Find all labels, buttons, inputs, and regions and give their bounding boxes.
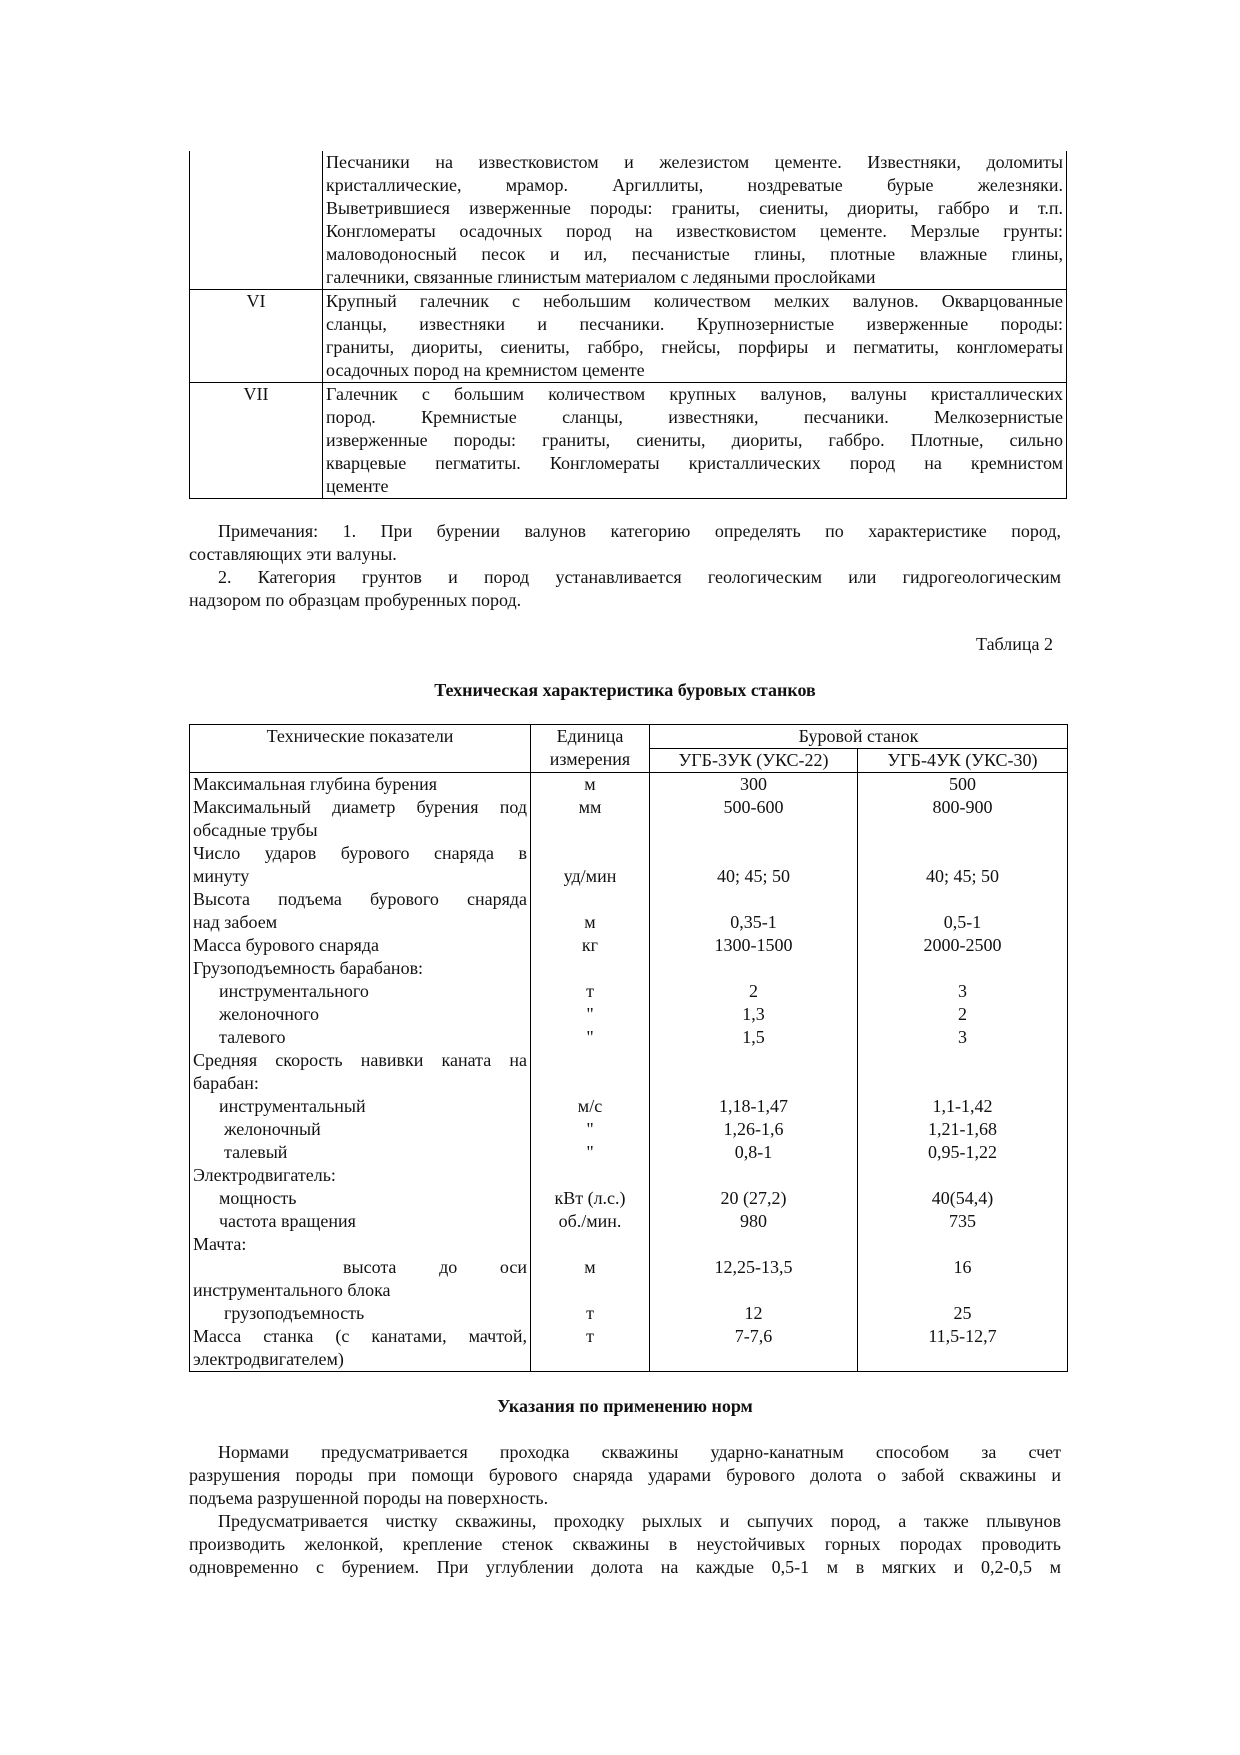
- spec-value: 2000-2500: [923, 935, 1002, 955]
- description-line: кварцевые пегматиты. Конгломераты кристаллических пород на кремнистом: [326, 453, 1063, 473]
- value-cell: [858, 934, 1068, 957]
- spec-value: 3: [958, 1027, 967, 1047]
- paragraph-line: Нормами предусматривается проходка скважины ударно-канатным способом за счет: [218, 1442, 1061, 1462]
- unit-cell: [531, 796, 650, 842]
- paragraph-line: одновременно с бурением. При углублении долота на каждые 0,5-1 м в мягких и 0,2-0,5 м: [189, 1557, 1061, 1577]
- indicator-line: обсадные трубы: [193, 820, 318, 840]
- spec-value: 0,5-1: [943, 912, 982, 932]
- indicator-cell: [190, 1003, 531, 1026]
- spec-value: 300: [740, 774, 767, 794]
- indicator-line: барабан:: [193, 1073, 259, 1093]
- value-cell: [650, 1049, 858, 1095]
- unit-value: м: [584, 1257, 596, 1277]
- value-cell: [650, 1302, 858, 1325]
- indicator-cell: [190, 980, 531, 1003]
- indicator-line: инструментального: [219, 981, 369, 1001]
- unit-value: об./мин.: [558, 1211, 622, 1231]
- table-row: [190, 1141, 1068, 1164]
- table-row: [190, 1256, 1068, 1302]
- header-machine: Буровой станок: [650, 725, 1068, 749]
- unit-value: т: [586, 1326, 594, 1346]
- section-body: [189, 1441, 1061, 1579]
- value-cell: [650, 1187, 858, 1210]
- indicator-line: Число ударов бурового снаряда в: [193, 843, 527, 863]
- description-line: пород. Кремнистые сланцы, известняки, песчаники. Мелкозернистые: [326, 407, 1063, 427]
- value-cell: [650, 1118, 858, 1141]
- indicator-cell: [190, 1187, 531, 1210]
- description-cell: [323, 151, 1067, 290]
- description-line: галечники, связанные глинистым материалом с ледяными прослойками: [326, 267, 876, 287]
- unit-value: ": [586, 1004, 594, 1024]
- unit-value: м: [584, 774, 596, 794]
- unit-cell: [531, 980, 650, 1003]
- indicator-line: частота вращения: [219, 1211, 356, 1231]
- description-line: кристаллические, мрамор. Аргиллиты, ноздреватые бурые железняки.: [326, 175, 1063, 195]
- header-indicators: Технические показатели: [190, 725, 531, 773]
- category-cell: [190, 290, 323, 383]
- paragraph-line: подъема разрушенной породы на поверхность.: [189, 1488, 549, 1508]
- unit-cell: [531, 842, 650, 888]
- indicator-cell: [190, 1325, 531, 1372]
- value-cell: [858, 1164, 1068, 1187]
- unit-value: кВт (л.с.): [554, 1188, 626, 1208]
- spec-value: 40; 45; 50: [925, 866, 999, 886]
- value-cell: [650, 842, 858, 888]
- spec-value: 25: [953, 1303, 972, 1323]
- indicator-cell: [190, 888, 531, 934]
- value-cell: [650, 1026, 858, 1049]
- description-text: [326, 151, 1063, 289]
- indicator-line: Средняя скорость навивки каната на: [193, 1050, 527, 1070]
- table-row: [190, 1210, 1068, 1233]
- indicator-line: инструментальный: [219, 1096, 366, 1116]
- indicator-line: грузоподъемность: [224, 1303, 365, 1323]
- value-cell: [858, 773, 1068, 797]
- spec-value: 16: [953, 1257, 972, 1277]
- table-title: Техническая характеристика буровых станков: [434, 680, 816, 700]
- unit-value: кг: [581, 935, 599, 955]
- value-cell: [650, 1210, 858, 1233]
- rock-category-table: [189, 151, 1067, 499]
- value-cell: [650, 980, 858, 1003]
- table-row: [190, 151, 1067, 290]
- unit-cell: [531, 1141, 650, 1164]
- indicator-cell: [190, 796, 531, 842]
- unit-cell: [531, 1325, 650, 1372]
- description-text: [326, 290, 1063, 382]
- indicator-cell: [190, 1210, 531, 1233]
- table-row: [190, 934, 1068, 957]
- value-cell: [858, 1118, 1068, 1141]
- unit-value: мм: [578, 797, 602, 817]
- indicator-line: мощность: [219, 1188, 297, 1208]
- table-row: [190, 957, 1068, 980]
- spec-value: 12: [744, 1303, 763, 1323]
- value-cell: [650, 1325, 858, 1372]
- value-cell: [650, 1256, 858, 1302]
- spec-value: 735: [949, 1211, 976, 1231]
- indicator-cell: [190, 1233, 531, 1256]
- spec-value: 800-900: [932, 797, 993, 817]
- paragraph-1: [189, 1441, 1061, 1510]
- indicator-cell: [190, 1049, 531, 1095]
- description-line: Песчаники на известковистом и железистом цементе. Известняки, доломиты: [326, 152, 1063, 172]
- description-line: Крупный галечник с небольшим количеством мелких валунов. Окварцованные: [326, 291, 1063, 311]
- spec-value: 3: [958, 981, 967, 1001]
- indicator-line: желоночного: [219, 1004, 319, 1024]
- indicator-line: над забоем: [193, 912, 278, 932]
- paragraph-line: разрушения породы при помощи бурового снаряда ударами бурового долота о забой скважины и: [189, 1465, 1061, 1485]
- unit-value: т: [586, 1303, 594, 1323]
- indicator-cell: [190, 842, 531, 888]
- value-cell: [650, 773, 858, 797]
- spec-value: 11,5-12,7: [928, 1326, 997, 1346]
- spec-value: 40(54,4): [931, 1188, 994, 1208]
- value-cell: [858, 1141, 1068, 1164]
- value-cell: [650, 1141, 858, 1164]
- spec-value: 20 (27,2): [720, 1188, 787, 1208]
- spec-value: 40; 45; 50: [716, 866, 790, 886]
- category-label: VI: [246, 291, 266, 311]
- value-cell: [858, 842, 1068, 888]
- spec-value: 1300-1500: [714, 935, 793, 955]
- unit-cell: [531, 1210, 650, 1233]
- unit-cell: [531, 1003, 650, 1026]
- drilling-rig-specs-table: [189, 724, 1068, 1372]
- table-row: [190, 1325, 1068, 1372]
- unit-cell: [531, 1233, 650, 1256]
- unit-cell: [531, 1164, 650, 1187]
- description-line: маловодоносный песок и ил, песчанистые глины, плотные влажные глины,: [326, 244, 1063, 264]
- category-cell: [190, 151, 323, 290]
- header-unit: Единица измерения: [531, 725, 650, 773]
- value-cell: [858, 1187, 1068, 1210]
- unit-cell: [531, 1302, 650, 1325]
- category-label: [190, 151, 322, 174]
- table-row: [190, 888, 1068, 934]
- indicator-cell: [190, 957, 531, 980]
- value-cell: [858, 1302, 1068, 1325]
- spec-value: 2: [958, 1004, 967, 1024]
- description-line: сланцы, известняки и песчаники. Крупнозернистые изверженные породы:: [326, 314, 1063, 334]
- spec-value: 2: [749, 981, 758, 1001]
- value-cell: [650, 1164, 858, 1187]
- description-cell: [323, 383, 1067, 499]
- unit-cell: [531, 1187, 650, 1210]
- indicator-line: талевого: [219, 1027, 286, 1047]
- value-cell: [858, 980, 1068, 1003]
- description-line: граниты, диориты, сиениты, габбро, гнейсы, порфиры и пегматиты, конгломераты: [326, 337, 1063, 357]
- header-model-2: УГБ-4УК (УКС-30): [858, 749, 1068, 773]
- spec-value: 1,5: [742, 1027, 765, 1047]
- value-cell: [858, 957, 1068, 980]
- table-row: [190, 796, 1068, 842]
- indicator-cell: [190, 1026, 531, 1049]
- description-line: изверженные породы: граниты, сиениты, диориты, габбро. Плотные, сильно: [326, 430, 1063, 450]
- value-cell: [650, 1233, 858, 1256]
- table-row: [190, 1026, 1068, 1049]
- indicator-line: Максимальный диаметр бурения под: [193, 797, 527, 817]
- category-cell: [190, 383, 323, 499]
- table-row: [190, 980, 1068, 1003]
- indicator-line: Электродвигатель:: [193, 1165, 336, 1185]
- indicator-line: Масса бурового снаряда: [193, 935, 380, 955]
- header-model-1: УГБ-3УК (УКС-22): [650, 749, 858, 773]
- table-row: [190, 1118, 1068, 1141]
- table-row: [190, 290, 1067, 383]
- value-cell: [858, 1256, 1068, 1302]
- indicator-cell: [190, 934, 531, 957]
- spec-value: 1,18-1,47: [719, 1096, 788, 1116]
- description-line: цементе: [326, 476, 389, 496]
- unit-cell: [531, 1118, 650, 1141]
- notes: [189, 520, 1061, 612]
- spec-value: 7-7,6: [734, 1326, 773, 1346]
- spec-value: 1,21-1,68: [928, 1119, 997, 1139]
- indicator-line: талевый: [224, 1142, 288, 1162]
- unit-cell: [531, 1026, 650, 1049]
- value-cell: [650, 796, 858, 842]
- indicator-cell: [190, 773, 531, 797]
- unit-value: ": [586, 1142, 594, 1162]
- table-row: [190, 1049, 1068, 1095]
- value-cell: [858, 1026, 1068, 1049]
- description-line: Галечник с большим количеством крупных валунов, валуны кристаллических: [326, 384, 1063, 404]
- note-2: 2. Категория грунтов и пород устанавливается геологическим или гидрогеологическим надзором по образцам пробуренных пород.: [189, 567, 1061, 610]
- table-row: [190, 773, 1068, 797]
- table-row: [190, 1187, 1068, 1210]
- value-cell: [858, 1325, 1068, 1372]
- table-row: [190, 1164, 1068, 1187]
- description-cell: [323, 290, 1067, 383]
- spec-value: 0,35-1: [730, 912, 777, 932]
- value-cell: [858, 1233, 1068, 1256]
- indicator-line: Максимальная глубина бурения: [193, 774, 438, 794]
- value-cell: [858, 1003, 1068, 1026]
- value-cell: [650, 957, 858, 980]
- value-cell: [858, 796, 1068, 842]
- unit-cell: [531, 934, 650, 957]
- unit-value: ": [586, 1119, 594, 1139]
- description-text: [326, 383, 1063, 498]
- unit-cell: [531, 773, 650, 797]
- indicator-line: высота до оси: [343, 1257, 527, 1277]
- unit-cell: [531, 888, 650, 934]
- indicator-line: Масса станка (с канатами, мачтой,: [193, 1326, 527, 1346]
- value-cell: [650, 1003, 858, 1026]
- spec-value: 1,3: [742, 1004, 765, 1024]
- indicator-cell: [190, 1141, 531, 1164]
- spec-value: 1,26-1,6: [723, 1119, 784, 1139]
- table-row: [190, 842, 1068, 888]
- indicator-line: желоночный: [224, 1119, 321, 1139]
- description-line: Конгломераты осадочных пород на известковистом цементе. Мерзлые грунты:: [326, 221, 1063, 241]
- spec-value: 1,1-1,42: [932, 1096, 993, 1116]
- unit-value: т: [586, 981, 594, 1001]
- indicator-line: инструментального блока: [193, 1280, 391, 1300]
- value-cell: [858, 1049, 1068, 1095]
- indicator-line: Мачта:: [193, 1234, 247, 1254]
- unit-cell: [531, 1049, 650, 1095]
- table-row: [190, 1095, 1068, 1118]
- value-cell: [858, 888, 1068, 934]
- unit-cell: [531, 1256, 650, 1302]
- indicator-cell: [190, 1302, 531, 1325]
- description-line: Выветрившиеся изверженные породы: граниты, сиениты, диориты, габбро и т.п.: [326, 198, 1063, 218]
- value-cell: [858, 1095, 1068, 1118]
- description-line: осадочных пород на кремнистом цементе: [326, 360, 645, 380]
- section-title: Указания по применению норм: [497, 1396, 753, 1416]
- value-cell: [650, 934, 858, 957]
- indicator-line: минуту: [193, 866, 250, 886]
- value-cell: [650, 888, 858, 934]
- category-label: VII: [243, 384, 269, 404]
- value-cell: [858, 1210, 1068, 1233]
- note-1: Примечания: 1. При бурении валунов категорию определять по характеристике пород, составляющих эти валуны.: [189, 521, 1061, 564]
- indicator-cell: [190, 1118, 531, 1141]
- indicator-line: Высота подъема бурового снаряда: [193, 889, 527, 909]
- unit-value: м: [584, 912, 596, 932]
- paragraph-2: [189, 1510, 1061, 1579]
- unit-cell: [531, 957, 650, 980]
- table-row: [190, 1302, 1068, 1325]
- table-row: [190, 1003, 1068, 1026]
- indicator-cell: [190, 1256, 531, 1302]
- indicator-line: Грузоподъемность барабанов:: [193, 958, 424, 978]
- indicator-cell: [190, 1164, 531, 1187]
- spec-value: 0,95-1,22: [928, 1142, 997, 1162]
- page-content: [189, 151, 1061, 1579]
- paragraph-line: производить желонкой, крепление стенок скважины в неустойчивых горных породах проводить: [189, 1534, 1061, 1554]
- spec-value: 500-600: [723, 797, 784, 817]
- table-row: [190, 1233, 1068, 1256]
- spec-value: 500: [949, 774, 976, 794]
- unit-value: м/с: [577, 1096, 603, 1116]
- value-cell: [650, 1095, 858, 1118]
- indicator-line: электродвигателем): [193, 1349, 344, 1369]
- table-caption: Таблица 2: [976, 634, 1053, 654]
- spec-value: 980: [740, 1211, 767, 1231]
- indicator-cell: [190, 1095, 531, 1118]
- unit-value: уд/мин: [563, 866, 617, 886]
- paragraph-line: Предусматривается чистку скважины, проходку рыхлых и сыпучих пород, а также плывунов: [218, 1511, 1061, 1531]
- unit-cell: [531, 1095, 650, 1118]
- spec-value: 0,8-1: [734, 1142, 773, 1162]
- table-row: [190, 383, 1067, 499]
- unit-value: ": [586, 1027, 594, 1047]
- spec-value: 12,25-13,5: [714, 1257, 793, 1277]
